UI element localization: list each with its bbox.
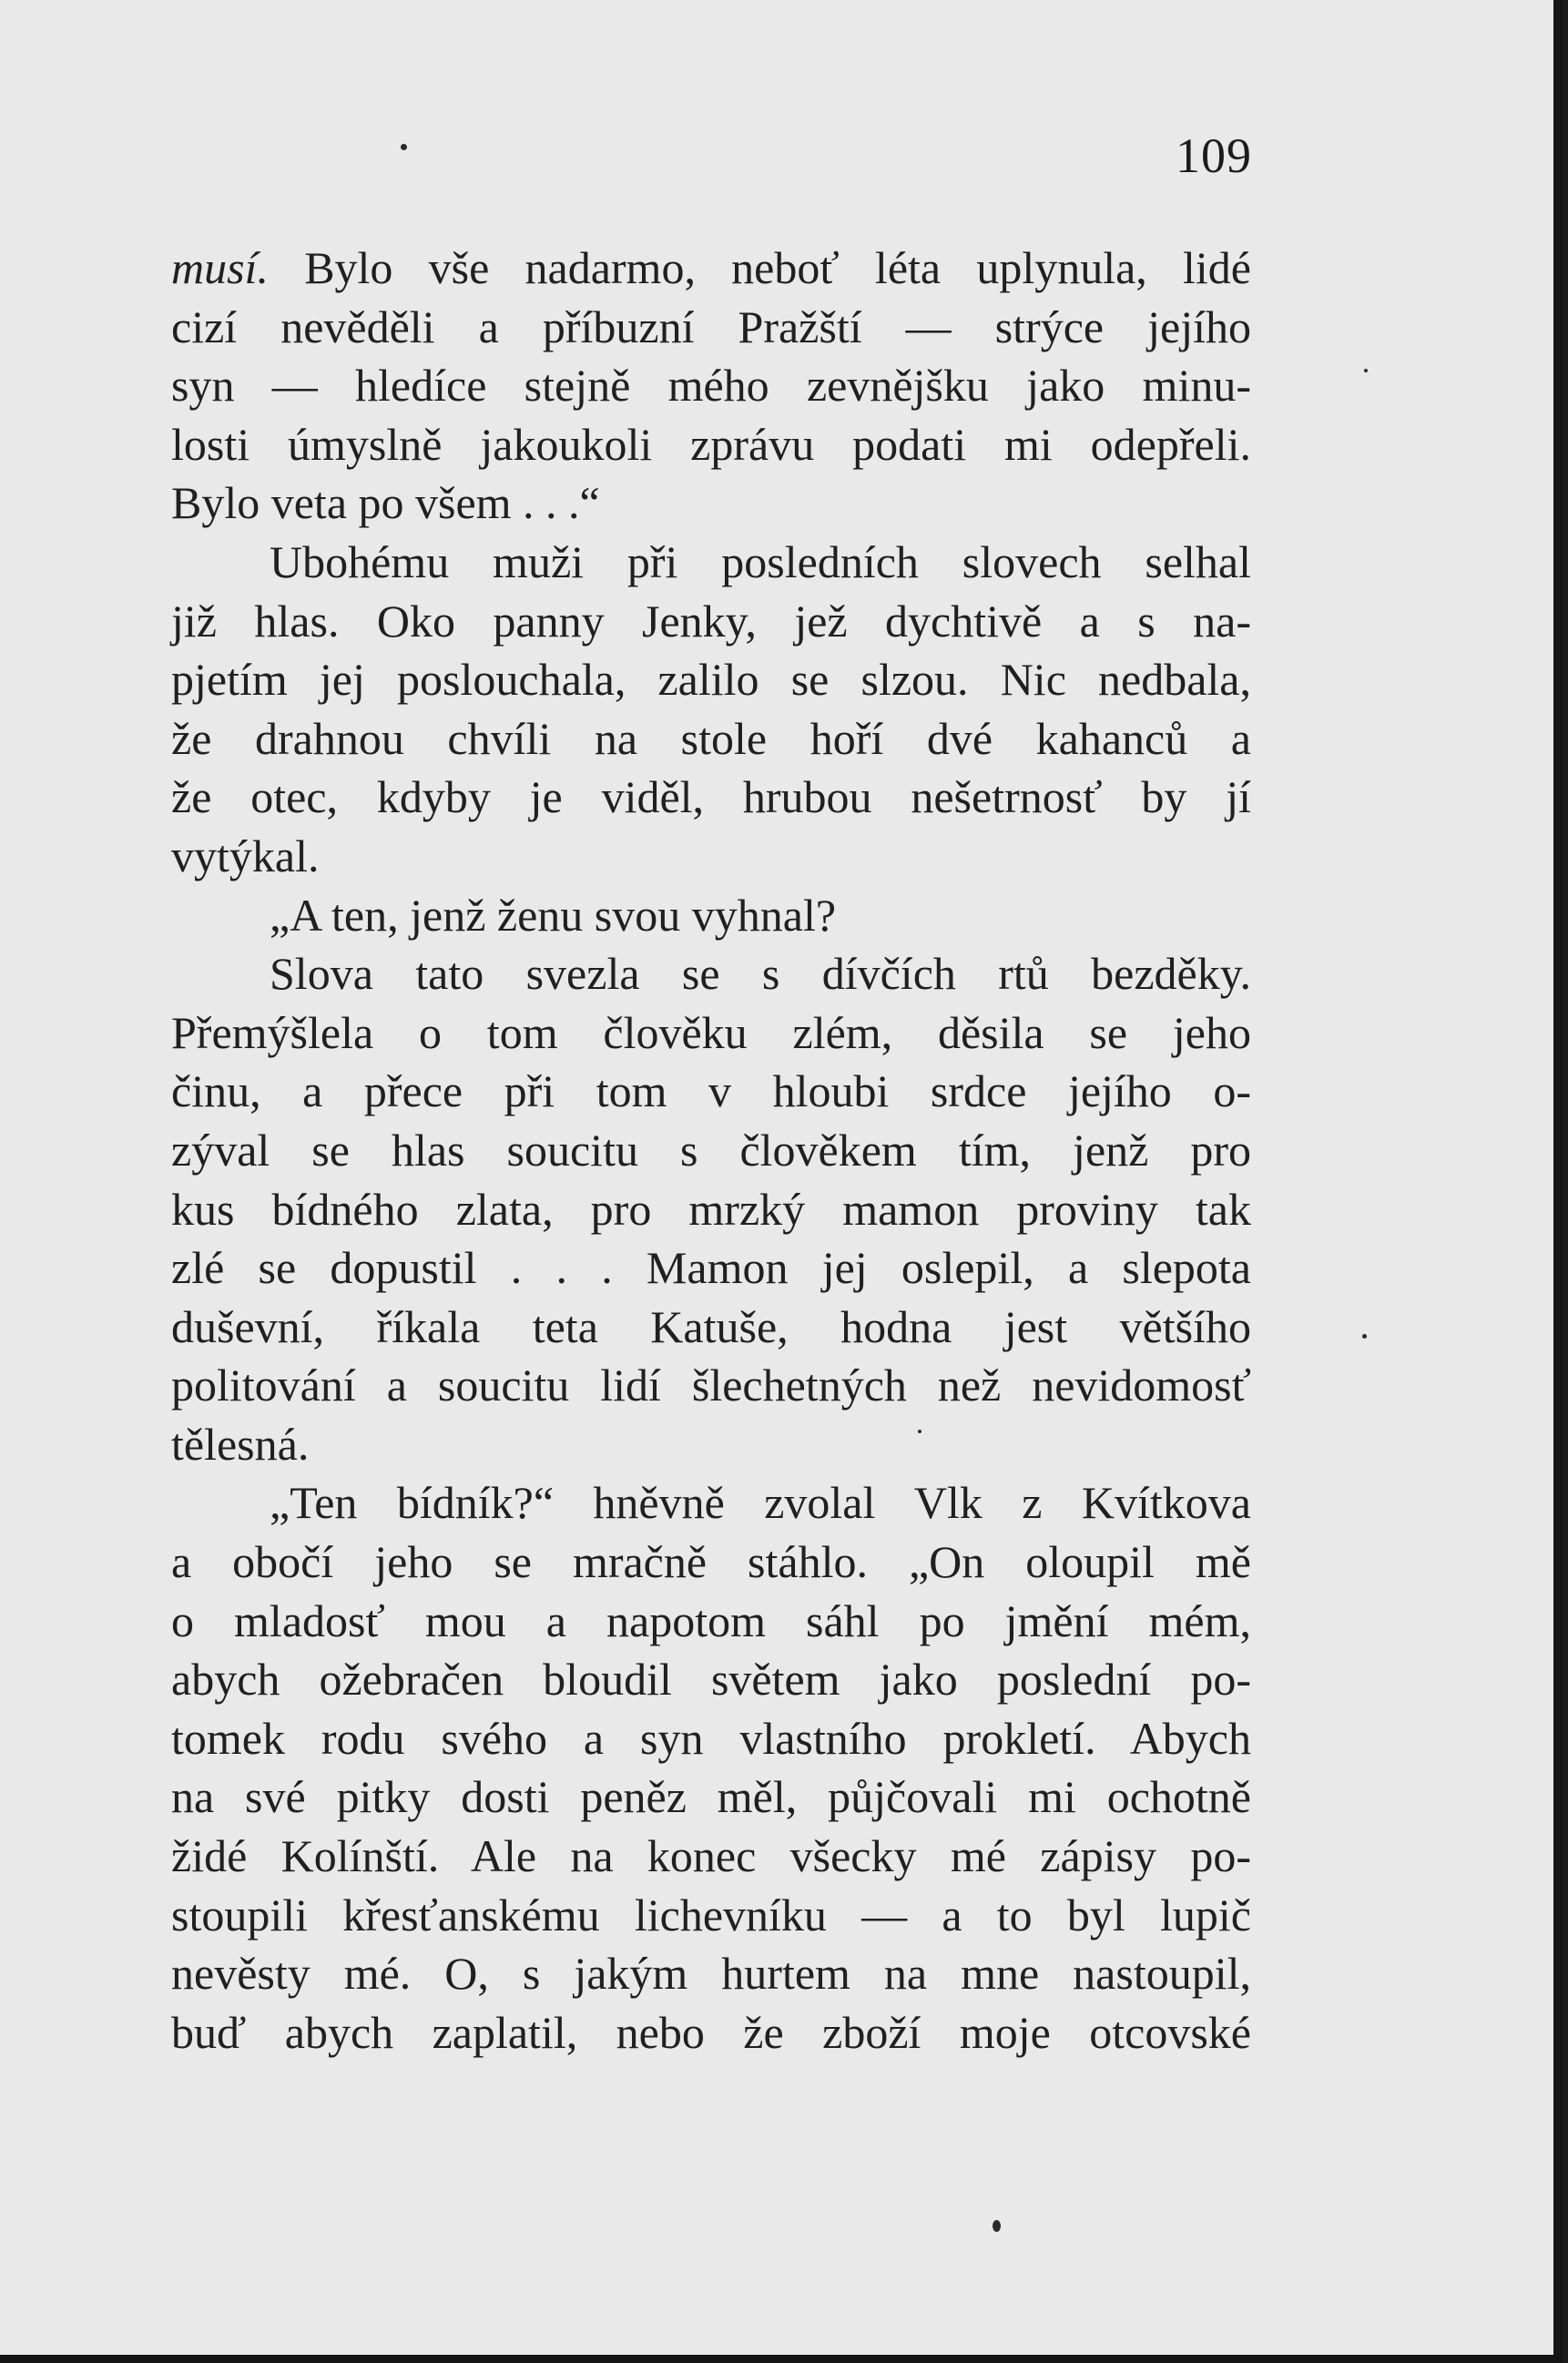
scan-speck	[1364, 369, 1368, 372]
scan-speck	[401, 144, 407, 150]
emphasis-word: musí.	[171, 242, 269, 293]
text-line-30: nevěsty mé. O, s jakým hurtem na mne nastoupil,	[171, 1948, 1251, 2000]
page-number: 109	[1176, 128, 1252, 183]
text-line-29: stoupili křesťanskému lichevníku — a to byl lupič	[171, 1889, 1251, 1940]
text-line-10: že otec, kdyby je viděl, hrubou nešetrnosť by jí	[171, 771, 1251, 823]
text-line-4: losti úmyslně jakoukoli zprávu podati mi odepřeli.	[171, 418, 1251, 470]
text-line-18: zlé se dopustil . . . Mamon jej oslepil, a slepota	[171, 1242, 1251, 1294]
text-line-11: vytýkal.	[171, 830, 320, 881]
text-line-2: cizí nevěděli a příbuzní Pražští — strýce jejího	[171, 300, 1251, 352]
text-line-21: tělesná.	[171, 1418, 310, 1470]
scan-speck	[1362, 1334, 1367, 1339]
text-line-27: na své pitky dosti peněz měl, půjčovali mi ochotně	[171, 1771, 1251, 1823]
body-text	[171, 239, 1251, 2062]
text-line-15: činu, a přece při tom v hloubi srdce jejího o-	[171, 1065, 1251, 1117]
text-line-20: politování a soucitu lidí šlechetných než nevidomosť	[171, 1360, 1251, 1411]
text-line-14: Přemýšlela o tom člověku zlém, děsila se jeho	[171, 1006, 1251, 1058]
text-line-9: že drahnou chvíli na stole hoří dvé kahanců a	[171, 712, 1251, 764]
scan-speck	[993, 2220, 1001, 2232]
text-line-6: Ubohému muži při posledních slovech selhal	[270, 535, 1251, 587]
text-line-31: buď abych zaplatil, nebo že zboží moje otcovské	[171, 2006, 1251, 2058]
text-line-7: již hlas. Oko panny Jenky, jež dychtivě a s na-	[171, 595, 1251, 647]
text-line-1	[171, 239, 1251, 298]
text-line-22: „Ten bídník?“ hněvně zvolal Vlk z Kvítkova	[270, 1477, 1251, 1529]
text-line-26: tomek rodu svého a syn vlastního prokletí. Abych	[171, 1712, 1251, 1764]
text-line-3: syn — hledíce stejně mého zevnějšku jako minu-	[171, 360, 1251, 412]
text-line-17: kus bídného zlata, pro mrzký mamon proviny tak	[171, 1183, 1251, 1235]
text-line-16: zýval se hlas soucitu s člověkem tím, jenž pro	[171, 1124, 1251, 1176]
text-line-28: židé Kolínští. Ale na konec všecky mé zápisy po-	[171, 1830, 1251, 1882]
text-line-5: Bylo veta po všem . . .“	[171, 477, 600, 529]
scan-speck	[918, 1430, 921, 1433]
text-line-8: pjetím jej poslouchala, zalilo se slzou. Nic nedbala,	[171, 654, 1251, 706]
text-line-25: abych ožebračen bloudil světem jako poslední po-	[171, 1654, 1251, 1706]
text-line-24: o mladosť mou a napotom sáhl po jmění mém,	[171, 1594, 1251, 1646]
text-line-13: Slova tato svezla se s dívčích rtů bezděky.	[270, 948, 1251, 1000]
text-line-23: a obočí jeho se mračně stáhlo. „On oloupil mě	[171, 1536, 1251, 1588]
text-line-12: „A ten, jenž ženu svou vyhnal?	[270, 889, 837, 941]
text-line-1-rest: Bylo vše nadarmo, neboť léta uplynula, lidé	[268, 242, 1251, 293]
text-line-19: duševní, říkala teta Katuše, hodna jest většího	[171, 1300, 1251, 1352]
